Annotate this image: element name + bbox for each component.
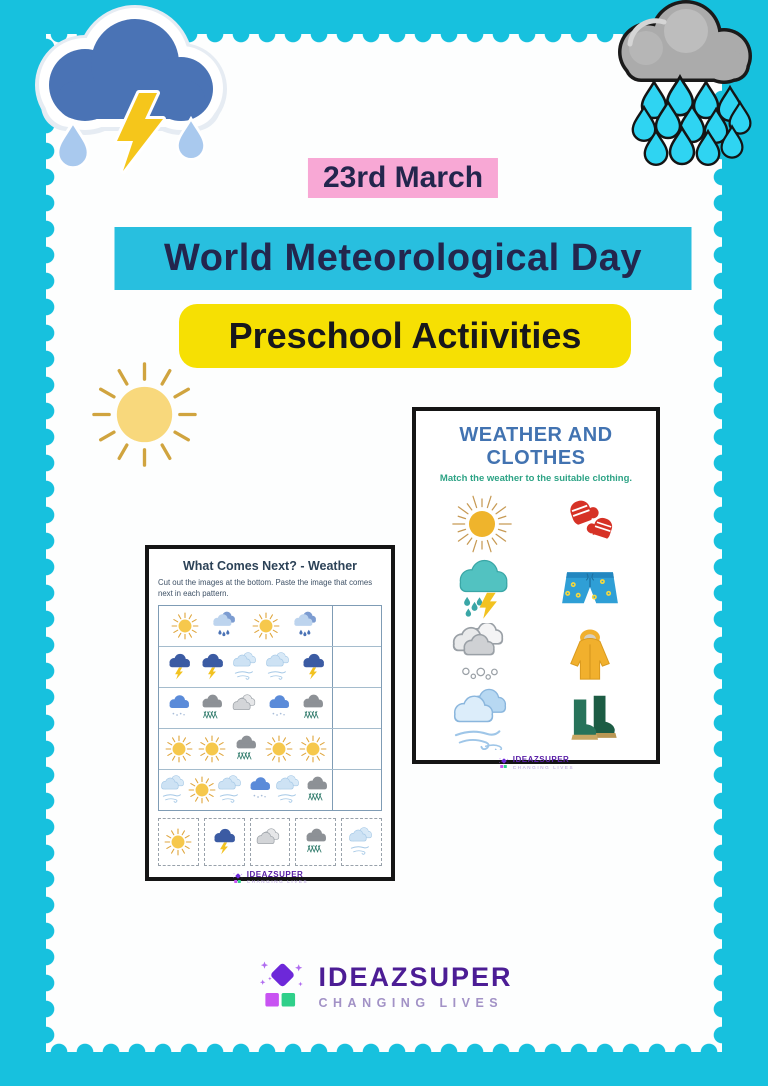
answer-cell — [333, 647, 381, 687]
subtitle-banner: Preschool Actiivities — [179, 304, 631, 368]
match-row — [426, 621, 646, 686]
storm-teal-icon — [451, 558, 513, 620]
rain-blue-icon — [211, 610, 239, 642]
pattern-row — [159, 647, 381, 688]
cloud-gray-icon — [256, 826, 284, 858]
windy-icon — [160, 774, 188, 806]
brand-tagline: CHANGING LIVES — [246, 879, 309, 885]
windy-icon — [265, 651, 293, 683]
pattern-cells — [159, 647, 333, 687]
windy-big-icon — [451, 688, 513, 750]
stamp-edge-left — [46, 34, 57, 1052]
answer-cell — [333, 606, 381, 646]
worksheet-weather-clothes — [412, 407, 660, 770]
date-badge: 23rd March — [308, 158, 498, 198]
worksheet-instructions: Cut out the images at the bottom. Paste the image that comes next in each pattern. — [158, 578, 373, 599]
sun-icon — [171, 610, 199, 642]
cloud-gray-icon — [232, 692, 260, 724]
snow-blue-icon — [165, 692, 193, 724]
windy-icon — [232, 651, 260, 683]
snow-blue-icon — [246, 774, 274, 806]
pattern-cells — [159, 606, 333, 646]
cutout-box — [250, 818, 291, 866]
sun-icon — [164, 826, 192, 858]
clothing-cell — [554, 493, 626, 555]
brand-name: IDEAZSUPER — [246, 869, 304, 879]
cutout-strip — [158, 818, 382, 866]
shorts-icon — [559, 558, 621, 620]
match-row — [426, 491, 646, 556]
pattern-cells — [159, 729, 333, 769]
cutout-box — [204, 818, 245, 866]
match-row — [426, 556, 646, 621]
weather-cell — [446, 688, 518, 750]
match-rows — [426, 491, 646, 751]
rain-blue-icon — [292, 610, 320, 642]
windy-icon — [217, 774, 245, 806]
pattern-cells — [159, 770, 333, 810]
answer-cell — [333, 770, 381, 810]
storm-dark-icon — [198, 651, 226, 683]
brand-mark-icon — [498, 757, 510, 769]
sun-icon — [299, 733, 327, 765]
brand-tagline: CHANGING LIVES — [318, 996, 504, 1010]
brand-mark-icon — [232, 872, 244, 884]
weather-cell — [446, 623, 518, 685]
snow-gray-icon — [451, 623, 513, 685]
worksheet-title: What Comes Next? - Weather — [182, 559, 358, 573]
pattern-grid — [158, 605, 382, 811]
raincoat-icon — [559, 623, 621, 685]
main-title: World Meteorological Day — [115, 227, 692, 290]
brand-tagline: CHANGING LIVES — [512, 764, 575, 770]
clothing-cell — [554, 558, 626, 620]
pattern-row — [159, 770, 381, 810]
sun-icon — [198, 733, 226, 765]
rain-gray-icon — [232, 733, 260, 765]
worksheet-title: WEATHER AND CLOTHES — [459, 424, 613, 469]
stamp-edge-right — [711, 34, 722, 1052]
worksheet-brand-logo — [426, 756, 646, 770]
sun-big-icon — [451, 493, 513, 555]
storm-dark-icon — [299, 651, 327, 683]
cutout-box — [158, 818, 199, 866]
rain-gray-icon — [302, 826, 330, 858]
storm-dark-icon — [165, 651, 193, 683]
answer-cell — [333, 688, 381, 728]
cutout-box — [341, 818, 382, 866]
clothing-cell — [554, 688, 626, 750]
brand-logo — [255, 957, 512, 1011]
rain-gray-icon — [303, 774, 331, 806]
pattern-row — [159, 606, 381, 647]
worksheet-brand-logo — [158, 871, 382, 885]
weather-cell — [446, 493, 518, 555]
mittens-icon — [559, 493, 621, 555]
snow-blue-icon — [265, 692, 293, 724]
match-row — [426, 686, 646, 751]
worksheet-subtitle: Match the weather to the suitable clothing. — [439, 473, 633, 484]
brand-name: IDEAZSUPER — [512, 755, 570, 764]
pattern-row — [159, 688, 381, 729]
sun-icon — [252, 610, 280, 642]
storm-dark-icon — [210, 826, 238, 858]
worksheet-what-comes-next — [145, 545, 395, 885]
cutout-box — [295, 818, 336, 866]
answer-cell — [333, 729, 381, 769]
clothing-cell — [554, 623, 626, 685]
rain-cloud-icon — [598, 0, 768, 168]
brand-name: IDEAZSUPER — [318, 962, 513, 992]
sun-icon — [188, 774, 216, 806]
sun-icon — [92, 362, 197, 467]
sun-icon — [265, 733, 293, 765]
pattern-cells — [159, 688, 333, 728]
sun-icon — [165, 733, 193, 765]
windy-icon — [348, 826, 376, 858]
brand-mark-icon — [255, 957, 309, 1011]
pattern-row — [159, 729, 381, 770]
boots-icon — [559, 688, 621, 750]
storm-cloud-sticker-icon — [22, 5, 234, 175]
stamp-edge-bottom — [46, 1041, 722, 1052]
windy-icon — [275, 774, 303, 806]
weather-cell — [446, 558, 518, 620]
rain-gray-icon — [198, 692, 226, 724]
rain-gray-icon — [299, 692, 327, 724]
